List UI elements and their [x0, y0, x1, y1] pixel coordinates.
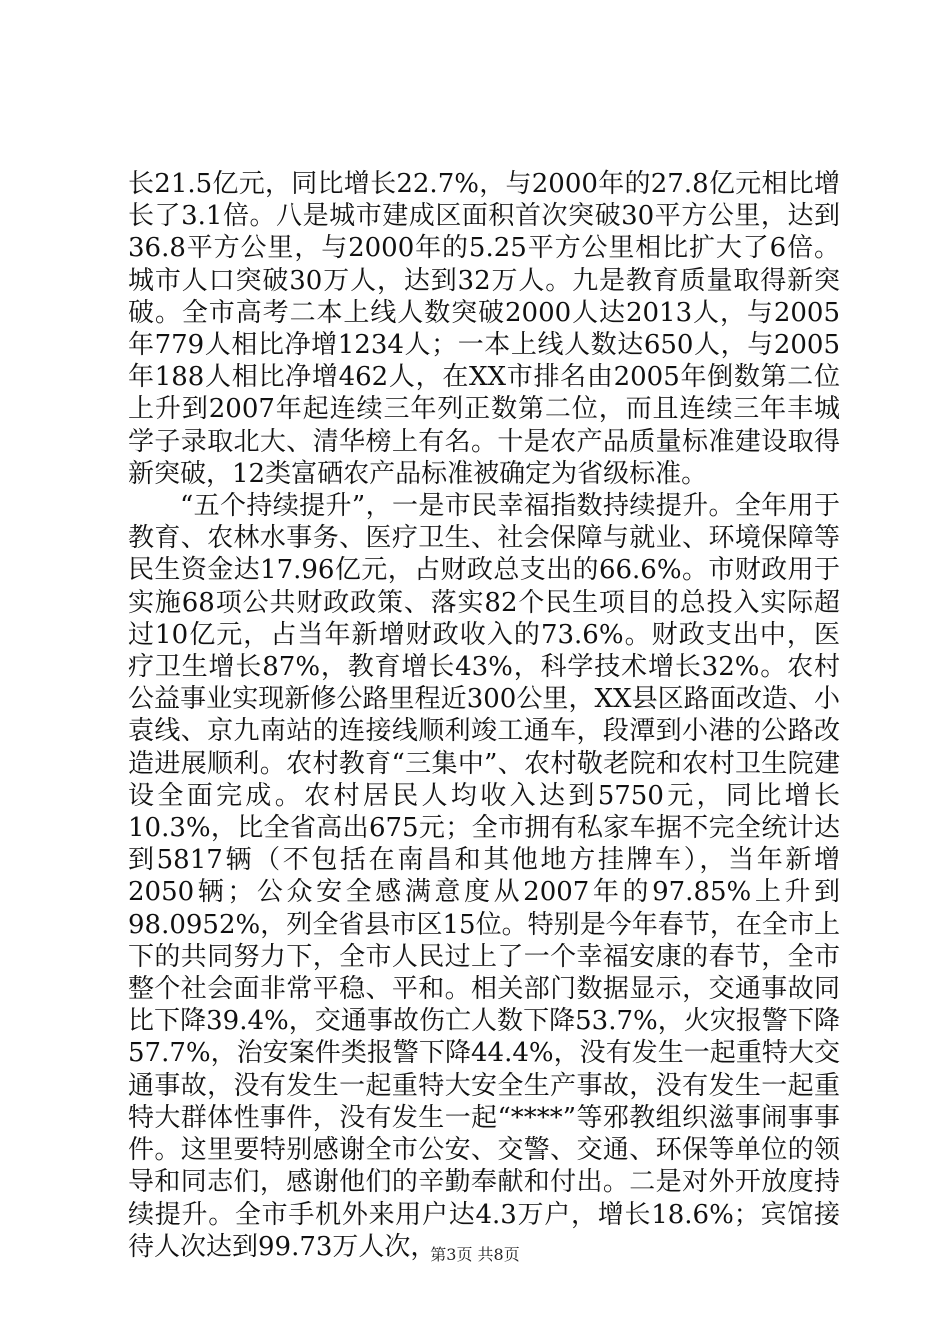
page-number-footer: 第3页 共8页 [430, 1245, 520, 1264]
paragraph-1: 长21.5亿元，同比增长22.7%，与2000年的27.8亿元相比增长了3.1倍。八是城市建成区面积首次突破30平方公里，达到36.8平方公里，与2000年的5.25平方公里相比扩大了6倍。城市人口突破30万人，达到32万人。九是教育质量取得新突破。全市高考二本上线人数突破2000人达2013人，与2005年779人相比净增1234人；一本上线人数达650人，与2005年188人相比净增462人，在XX市排名由2005年倒数第二位上升到2007年起连续三年列正数第二位，而且连续三年丰城学子录取北大、清华榜上有名。十是农产品质量标准建设取得新突破，12类富硒农产品标准被确定为省级标准。 [128, 169, 840, 489]
paragraph-2: “五个持续提升”，一是市民幸福指数持续提升。全年用于教育、农林水事务、医疗卫生、社会保障与就业、环境保障等民生资金达17.96亿元，占财政总支出的66.6%。市财政用于实施68项公共财政政策、落实82个民生项目的总投入实际超过10亿元，占当年新增财政收入的73.6%。财政支出中，医疗卫生增长87%，教育增长43%，科学技术增长32%。农村公益事业实现新修公路里程近300公里，XX县区路面改造、小袁线、京九南站的连接线顺利竣工通车，段潭到小港的公路改造进展顺利。农村教育“三集中”、农村敬老院和农村卫生院建设全面完成。农村居民人均收入达到5750元，同比增长10.3%，比全省高出675元；全市拥有私家车据不完全统计达到5817辆（不包括在南昌和其他地方挂牌车），当年新增2050辆；公众安全感满意度从2007年的97.85%上升到98.0952%，列全省县市区15位。特别是今年春节，在全市上下的共同努力下，全市人民过上了一个幸福安康的春节，全市整个社会面非常平稳、平和。相关部门数据显示，交通事故同比下降39.4%，交通事故伤亡人数下降53.7%，火灾报警下降57.7%，治安案件类报警下降44.4%，没有发生一起重特大交通事故，没有发生一起重特大安全生产事故，没有发生一起重特大群体性事件，没有发生一起“****”等邪教组织滋事闹事事件。这里要特别感谢全市公安、交警、交通、环保等单位的领导和同志们，感谢他们的辛勤奉献和付出。二是对外开放度持续提升。全市手机外来用户达4.3万户，增长18.6%；宾馆接待人次达到99.73万人次， [128, 491, 840, 1262]
document-body [128, 168, 840, 1263]
